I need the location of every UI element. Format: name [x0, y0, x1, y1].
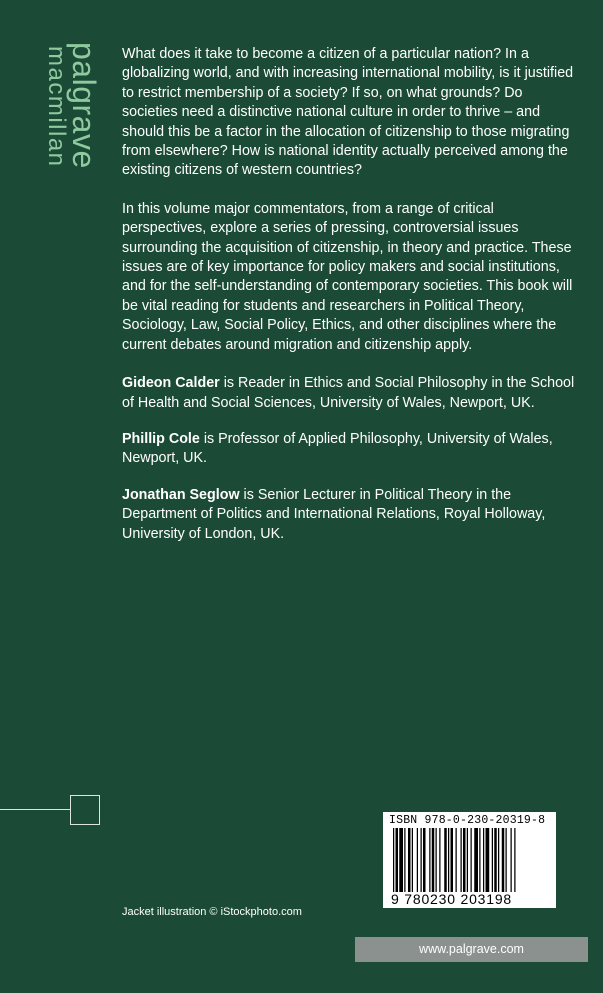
barcode-bar: [467, 828, 468, 892]
barcode-bar: [451, 828, 454, 892]
barcode-bar: [396, 828, 399, 892]
decorative-square: [70, 795, 100, 825]
logo-line-palgrave: palgrave: [66, 42, 102, 169]
barcode-bar: [456, 828, 457, 892]
barcode-bar: [436, 828, 437, 892]
isbn-barcode: [383, 812, 556, 908]
blurb-paragraph-2: In this volume major commentators, from a range of critical perspectives, explore a series of pressing, controversial issues surrounding the acquisition of citizenship, in theory and practice. These issues are of key importance for policy makers and social institutions, and for the self-understanding of contemporary societies. This book will be vital reading for students and researchers in Political Theory, Sociology, Law, Social Policy, Ethics, and other disciplines where the current debates around migration and citizenship apply.: [122, 200, 573, 353]
blurb-paragraph-1: What does it take to become a citizen of a particular nation? In a globalizing world, and with increasing international mobility, is it justified to restrict membership of a society? If so, on what grounds? Do societies need a distinctive national culture in order to thrive – and should this be a factor in the allocation of citizenship to those migrating from elsewhere? How is national identity actually perceived among the existing citizens of western countries?: [122, 46, 574, 179]
barcode-bar: [474, 828, 478, 892]
barcode-bar: [483, 828, 484, 892]
barcode-icon: [393, 828, 547, 892]
publisher-logo: [38, 42, 108, 192]
barcode-bar: [412, 828, 413, 892]
logo-line-macmillan: macmillan: [43, 46, 70, 168]
editor-name: Jonathan Seglow: [122, 486, 240, 503]
barcode-bar: [514, 828, 515, 892]
barcode-bar: [444, 828, 447, 892]
barcode-bar: [423, 828, 426, 892]
barcode-bar: [486, 828, 490, 892]
editor-bio-text: is Senior Lecturer in Political Theory in the Department of Politics and International Relations, Royal Holloway, University of London, UK.: [122, 486, 546, 542]
barcode-bar: [439, 828, 440, 892]
barcode-bar: [448, 828, 449, 892]
editor-name: Phillip Cole: [122, 430, 200, 447]
barcode-bar: [498, 828, 499, 892]
barcode-bar: [502, 828, 505, 892]
barcode-bar: [429, 828, 430, 892]
website-bar: [355, 937, 588, 962]
isbn-label: ISBN 978-0-230-20319-8: [389, 814, 546, 827]
barcode-bar: [494, 828, 497, 892]
barcode-bar: [408, 828, 411, 892]
editor-name: Gideon Calder: [122, 375, 220, 392]
decorative-line: [0, 809, 70, 810]
editor-bio: [122, 486, 582, 544]
barcode-bar: [479, 828, 480, 892]
barcode-bar: [393, 828, 394, 892]
jacket-credit: Jacket illustration © iStockphoto.com: [122, 906, 302, 918]
editor-bio-text: is Professor of Applied Philosophy, University of Wales, Newport, UK.: [122, 430, 553, 467]
editor-bio: [122, 430, 582, 469]
editor-bio-text: is Reader in Ethics and Social Philosophy in the School of Health and Social Sciences, University of Wales, Newport, UK.: [122, 375, 575, 411]
barcode-bar: [399, 828, 403, 892]
barcode-bar: [463, 828, 466, 892]
barcode-bar: [432, 828, 435, 892]
barcode-bar: [506, 828, 507, 892]
barcode-bar: [417, 828, 418, 892]
barcode-bar: [404, 828, 405, 892]
barcode-bar: [421, 828, 422, 892]
barcode-bar: [461, 828, 462, 892]
barcode-bar: [511, 828, 512, 892]
blurb: [122, 45, 582, 561]
website-link[interactable]: www.palgrave.com: [419, 942, 524, 956]
editor-bio: [122, 374, 582, 413]
isbn-digits: 9 780230 203198: [391, 891, 512, 907]
barcode-bar: [492, 828, 493, 892]
barcode-bar: [471, 828, 472, 892]
